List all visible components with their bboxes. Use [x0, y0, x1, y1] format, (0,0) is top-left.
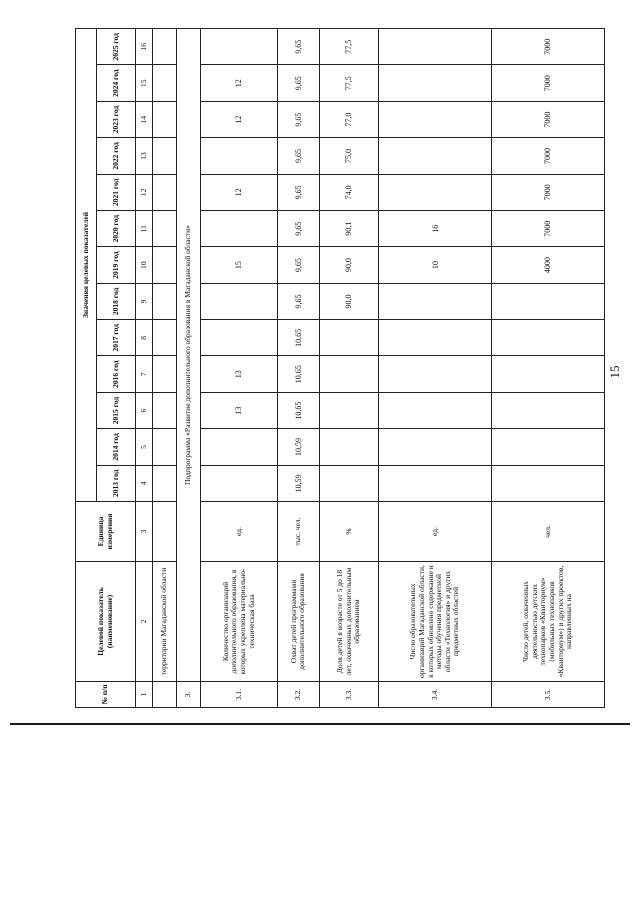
- header-unit: Единица измерения: [76, 502, 136, 562]
- row-value: [200, 283, 277, 319]
- row-no: 3.4.: [379, 682, 492, 708]
- row-value: 10,65: [278, 356, 320, 392]
- column-number: 9: [136, 283, 153, 319]
- column-number: 15: [136, 65, 153, 101]
- row-value: 10,65: [278, 320, 320, 356]
- row-value: [492, 320, 605, 356]
- row-value: [153, 392, 177, 428]
- row-value: [379, 429, 492, 465]
- scan-edge-line: [10, 723, 630, 725]
- header-year: 2017 год: [97, 320, 136, 356]
- row-name: Количество организаций дополнительного образования, в которых укреплена материально-техническая база: [200, 562, 277, 682]
- row-no: 3.5.: [492, 682, 605, 708]
- column-number: 13: [136, 138, 153, 174]
- row-value: [153, 247, 177, 283]
- row-value: [153, 29, 177, 66]
- row-value: 90,0: [319, 247, 378, 283]
- row-value: [319, 429, 378, 465]
- column-number: 10: [136, 247, 153, 283]
- row-value: 9,65: [278, 247, 320, 283]
- row-unit: [153, 502, 177, 562]
- rotated-table-frame: [75, 28, 605, 708]
- row-no: [153, 682, 177, 708]
- row-value: 7000: [492, 65, 605, 101]
- header-year: 2013 год: [97, 465, 136, 501]
- row-value: 10,59: [278, 465, 320, 501]
- row-unit: тыс. чел.: [278, 502, 320, 562]
- row-value: 15: [200, 247, 277, 283]
- row-value: 10: [379, 247, 492, 283]
- row-value: 90,0: [319, 283, 378, 319]
- row-value: 7000: [492, 174, 605, 210]
- page-number: 15: [607, 365, 622, 379]
- header-year: 2014 год: [97, 429, 136, 465]
- table-row: [200, 29, 277, 708]
- row-value: [153, 101, 177, 137]
- row-value: [319, 356, 378, 392]
- column-number: 16: [136, 29, 153, 66]
- row-value: 13: [200, 392, 277, 428]
- row-value: 9,65: [278, 283, 320, 319]
- row-value: [379, 65, 492, 101]
- column-number: 8: [136, 320, 153, 356]
- row-value: [153, 429, 177, 465]
- row-value: [319, 392, 378, 428]
- header-row: [76, 29, 97, 708]
- row-value: 9,65: [278, 211, 320, 247]
- section-row: [176, 29, 200, 708]
- row-unit: ед.: [379, 502, 492, 562]
- row-value: [153, 356, 177, 392]
- row-value: [492, 356, 605, 392]
- column-number: 6: [136, 392, 153, 428]
- row-value: 12: [200, 101, 277, 137]
- row-value: [319, 465, 378, 501]
- section-no: 3.: [176, 682, 200, 708]
- row-unit: ед.: [200, 502, 277, 562]
- header-no: № п/п: [76, 682, 136, 708]
- section-title: Подпрограмма «Развитие дополнительного образования в Магаданской области»: [176, 29, 200, 682]
- row-value: 7000: [492, 211, 605, 247]
- row-value: [200, 138, 277, 174]
- table-row: [319, 29, 378, 708]
- row-name: Охват детей программами дополнительного образования: [278, 562, 320, 682]
- row-value: 9,65: [278, 29, 320, 66]
- row-value: [379, 174, 492, 210]
- row-value: [153, 65, 177, 101]
- row-value: 10,59: [278, 429, 320, 465]
- header-year: 2015 год: [97, 392, 136, 428]
- header-year: 2024 год: [97, 65, 136, 101]
- row-value: 9,65: [278, 174, 320, 210]
- row-value: 9,65: [278, 138, 320, 174]
- row-value: 74,0: [319, 174, 378, 210]
- row-value: 13: [200, 356, 277, 392]
- row-value: [153, 174, 177, 210]
- column-number: 5: [136, 429, 153, 465]
- row-value: 16: [379, 211, 492, 247]
- row-value: 77,0: [319, 101, 378, 137]
- column-number: 2: [136, 562, 153, 682]
- row-value: 90,1: [319, 211, 378, 247]
- header-year: 2020 год: [97, 211, 136, 247]
- column-number: 1: [136, 682, 153, 708]
- row-value: 10,65: [278, 392, 320, 428]
- row-value: [379, 320, 492, 356]
- row-value: 77,5: [319, 29, 378, 66]
- header-year: 2019 год: [97, 247, 136, 283]
- row-value: [319, 320, 378, 356]
- row-value: [153, 320, 177, 356]
- row-value: 4000: [492, 247, 605, 283]
- column-number: 14: [136, 101, 153, 137]
- row-value: [379, 465, 492, 501]
- row-value: 9,65: [278, 101, 320, 137]
- header-name: Целевой показатель (наименование): [76, 562, 136, 682]
- column-number: 11: [136, 211, 153, 247]
- row-value: [492, 429, 605, 465]
- header-year: 2022 год: [97, 138, 136, 174]
- header-year: 2021 год: [97, 174, 136, 210]
- row-unit: %: [319, 502, 378, 562]
- column-number: 12: [136, 174, 153, 210]
- row-value: [492, 392, 605, 428]
- row-value: [492, 283, 605, 319]
- header-year: 2016 год: [97, 356, 136, 392]
- row-value: [379, 101, 492, 137]
- row-value: [492, 465, 605, 501]
- table-body: [136, 29, 605, 708]
- row-value: [153, 465, 177, 501]
- row-no: 3.1.: [200, 682, 277, 708]
- row-name: Число образовательных организаций Магаданской области, в которых обновлено содержание и методы обучения предметной области «Технология» и других предметных областей: [379, 562, 492, 682]
- column-number: 3: [136, 502, 153, 562]
- row-value: [153, 138, 177, 174]
- row-name: Доля детей в возрасте от 5 до 18 лет, охваченных дополнительным образованием: [319, 562, 378, 682]
- row-value: [200, 429, 277, 465]
- header-year: 2025 год: [97, 29, 136, 66]
- row-no: 3.2.: [278, 682, 320, 708]
- column-number: 4: [136, 465, 153, 501]
- row-value: [379, 392, 492, 428]
- header-year: 2023 год: [97, 101, 136, 137]
- row-value: [379, 29, 492, 66]
- row-value: 75,0: [319, 138, 378, 174]
- row-value: [200, 29, 277, 66]
- continuation-row: [153, 29, 177, 708]
- row-value: 12: [200, 174, 277, 210]
- row-value: 7000: [492, 138, 605, 174]
- row-value: [379, 138, 492, 174]
- column-numbers-row: [136, 29, 153, 708]
- table-row: [492, 29, 605, 708]
- row-value: [379, 283, 492, 319]
- table-rotation-layer: [75, 28, 605, 708]
- table-row: [278, 29, 320, 708]
- row-value: 12: [200, 65, 277, 101]
- table-row: [379, 29, 492, 708]
- row-value: 9,65: [278, 65, 320, 101]
- target-indicators-table: [75, 28, 605, 708]
- row-no: 3.3.: [319, 682, 378, 708]
- row-value: 7000: [492, 101, 605, 137]
- row-value: [153, 283, 177, 319]
- column-number: 7: [136, 356, 153, 392]
- row-value: [379, 356, 492, 392]
- row-value: [200, 211, 277, 247]
- row-value: 77,5: [319, 65, 378, 101]
- header-year: 2018 год: [97, 283, 136, 319]
- header-values-group: Значения целевых показателей: [76, 29, 97, 502]
- row-unit: чел.: [492, 502, 605, 562]
- row-value: [153, 211, 177, 247]
- row-value: [200, 320, 277, 356]
- row-name: Число детей, охваченных деятельностью детских технопарков «Кванториум» (мобильных технопарков «Кванториум») и других проектов, направленных на: [492, 562, 605, 682]
- row-name: территории Магаданской области: [153, 562, 177, 682]
- row-value: 7000: [492, 29, 605, 66]
- row-value: [200, 465, 277, 501]
